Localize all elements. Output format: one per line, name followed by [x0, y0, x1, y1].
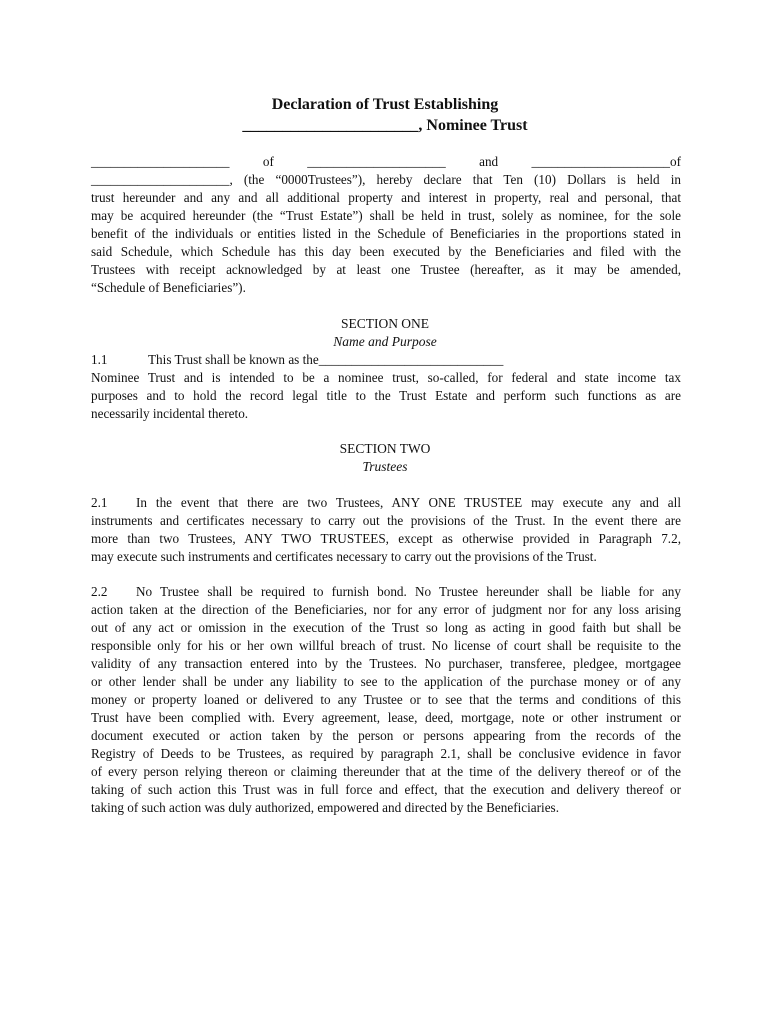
preamble-line: _____________________ of _____________________ and _____________________of — [91, 154, 681, 169]
paragraph-number: 2.2 — [91, 584, 108, 599]
paragraph-first-line — [91, 583, 681, 601]
paragraph-line: more than two Trustees, ANY TWO TRUSTEES, except as otherwise provided in Paragraph 7.2, — [91, 531, 681, 546]
paragraph-line: Registry of Deeds to be Trustees, as required by paragraph 2.1, shall be conclusive evidence in favor — [91, 746, 681, 761]
paragraph-text: In the event that there are two Trustees, ANY ONE TRUSTEE may execute any and all — [136, 495, 681, 510]
paragraph-line: validity of any transaction entered into by the Trustees. No purchaser, transferee, pledgee, mortgagee — [91, 656, 681, 671]
paragraph-line: necessarily incidental thereto. — [91, 406, 249, 421]
paragraph-2-2 — [91, 583, 681, 817]
paragraph-text: This Trust shall be known as the____________________________ — [148, 352, 504, 367]
paragraph-line: purposes and to hold the record legal title to the Trust Estate and perform such functions as are — [91, 388, 681, 403]
paragraph-line: may execute such instruments and certificates necessary to carry out the provisions of the Trust. — [91, 549, 597, 564]
paragraph-line: or other lender shall be under any liability to see to the application of the purchase money or of any — [91, 674, 681, 689]
preamble-line: Trustees with receipt acknowledged by at least one Trustee (hereafter, as it may be amended, — [91, 262, 681, 277]
paragraph-first-line — [91, 494, 681, 512]
preamble-line: said Schedule, which Schedule has this day been executed by the Beneficiaries and filed with the — [91, 244, 681, 259]
section-one-heading: SECTION ONE — [340, 316, 430, 331]
paragraph-number: 2.1 — [91, 495, 108, 510]
preamble-line: benefit of the individuals or entities listed in the Schedule of Beneficiaries in the proportions stated in — [91, 226, 681, 241]
paragraph-line: action taken at the direction of the Beneficiaries, nor for any error of judgment nor for any loss arising — [91, 602, 681, 617]
paragraph-line: Nominee Trust and is intended to be a nominee trust, so-called, for federal and state income tax — [91, 370, 681, 385]
paragraph-line: responsible only for his or her own willful breach of trust. No license of court shall be requisite to the — [91, 638, 681, 653]
paragraph-line: out of any act or omission in the execution of the Trust so long as acting in good faith but shall be — [91, 620, 681, 635]
preamble-paragraph — [91, 153, 681, 297]
paragraph-1-1 — [91, 351, 681, 423]
paragraph-2-1 — [91, 494, 681, 566]
preamble-line: trust hereunder and any and all additional property and interest in property, real and personal, that — [91, 190, 681, 205]
preamble-line: “Schedule of Beneficiaries”). — [91, 280, 246, 295]
paragraph-line: instruments and certificates necessary to carry out the provisions of the Trust. In the event there are — [91, 513, 681, 528]
paragraph-number: 1.1 — [91, 352, 108, 367]
section-one-subheading: Name and Purpose — [333, 334, 437, 349]
preamble-line: _____________________, (the “0000Trustees”), hereby declare that Ten (10) Dollars is held in — [91, 172, 681, 187]
paragraph-line: of every person relying thereon or claiming thereunder that at the time of the delivery thereof or of the — [91, 764, 681, 779]
paragraph-line: taking of such action this Trust was in full force and effect, that the execution and delivery thereof or — [91, 782, 681, 797]
paragraph-text: No Trustee shall be required to furnish bond. No Trustee hereunder shall be liable for any — [136, 584, 681, 599]
paragraph-line: document executed or action taken by the person or persons appearing from the records of the — [91, 728, 681, 743]
section-two-heading: SECTION TWO — [339, 441, 431, 456]
paragraph-first-line — [91, 351, 681, 369]
paragraph-line: money or property loaned or delivered to any Trustee or to see that the terms and conditions of this — [91, 692, 681, 707]
paragraph-line: Trust have been complied with. Every agreement, lease, deed, mortgage, note or other instrument or — [91, 710, 681, 725]
document-title-trust-name: ______________________, Nominee Trust — [242, 117, 528, 134]
document-title: Declaration of Trust Establishing — [271, 96, 499, 113]
paragraph-line: taking of such action was duly authorized, empowered and directed by the Beneficiaries. — [91, 800, 559, 815]
preamble-line: may be acquired hereunder (the “Trust Estate”) shall be held in trust, solely as nominee, for the sole — [91, 208, 681, 223]
section-two-subheading: Trustees — [362, 459, 408, 474]
